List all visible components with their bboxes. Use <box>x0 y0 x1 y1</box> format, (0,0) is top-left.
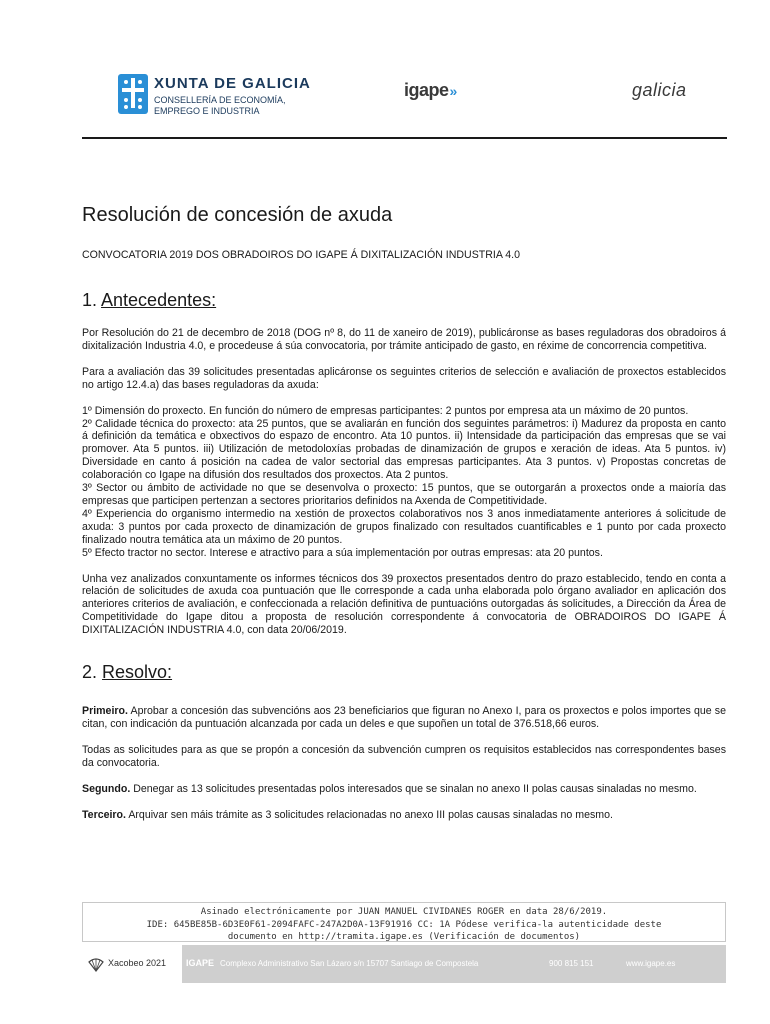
galicia-logo: galicia <box>632 80 687 100</box>
section-number: 2. <box>82 662 98 683</box>
criterion-item: 4º Experiencia do organismo intermedio na xestión de proxectos colaborativos nos 3 anos inmediatamente anteriores á solicitude de axuda: 3 puntos por cada proxecto de dinamización de grupos finalizado con resultados cuantificables e 1 punto por cada proxecto finalizado noutra temática ata un máximo de 20 puntos. <box>82 507 726 546</box>
footer-website-link[interactable]: www.igape.es <box>626 959 676 968</box>
xacobeo-text: Xacobeo 2021 <box>108 958 167 968</box>
section-number: 1. <box>82 290 98 310</box>
igape-logo-text: igape <box>404 80 449 100</box>
antecedentes-paragraph-2: Para a avaliación das 39 solicitudes presentadas aplicáronse os seguintes criterios de selección e avaliación de proxectos establecidos no artigo 12.4.a) das bases reguladoras da axuda: <box>82 365 726 391</box>
section-resolvo-heading <box>82 662 726 683</box>
header-divider <box>82 137 727 139</box>
igape-logo <box>404 80 457 101</box>
primeiro-text: Aprobar a concesión das subvencións aos 23 beneficiarios que figuran no Anexo I, para os proxectos e polos importes que se citan, con indicación da puntuación alcanzada por cada un deles e que supoñen un total de 376.518,66 euros. <box>82 705 726 730</box>
antecedentes-paragraph-3: Unha vez analizados conxuntamente os informes técnicos dos 39 proxectos presentados dentro do prazo establecido, tendo en conta a relación de solicitudes de axuda coa puntuación que lle corresponde a cada unha elaborada polo órgano avaliador en aplicación dos anteriores criterios de avaliación, e confeccionada a relación definitiva de puntuacións outorgadas ás solicitudes, a Dirección da Área de Competitividade do Igape ditou a proposta de resolución correspondente á convocatoria de OBRADOIROS DO IGAPE Á DIXITALIZACIÓN INDUSTRIA 4.0, con data 20/06/2019. <box>82 572 726 637</box>
segundo-text: Denegar as 13 solicitudes presentadas polos interesados que se sinalan no anexo II polas causas sinaladas no mesmo. <box>130 782 697 795</box>
signature-line-1: Asinado electrónicamente por JUAN MANUEL CIVIDANES ROGER en data 28/6/2019. <box>200 907 608 917</box>
resolvo-segundo <box>82 783 726 796</box>
footer-bar <box>82 945 726 983</box>
terceiro-text: Arquivar sen máis trámite as 3 solicitudes relacionadas no anexo III polas causas sinaladas no mesmo. <box>125 808 613 821</box>
criterion-item: 1º Dimensión do proxecto. En función do número de empresas participantes: 2 puntos por empresa ata un máximo de 20 puntos. <box>82 404 689 417</box>
xacobeo-badge <box>82 945 182 983</box>
xunta-shield-icon <box>118 74 148 114</box>
resolvo-todas: Todas as solicitudes para as que se propón a concesión da subvención cumpren os requisitos establecidos nas correspondentes bases da convocatoria. <box>82 743 726 769</box>
antecedentes-paragraph-1: Por Resolución do 21 de decembro de 2018 (DOG nº 8, do 11 de xaneiro de 2019), publicáronse as bases reguladoras dos obradoiros á dixitalización Industria 4.0, e procedeuse á súa convocatoria, por trámite anticipado de gasto, en réxime de concorrencia competitiva. <box>82 327 726 352</box>
document-header <box>0 0 770 140</box>
criterion-item: 5º Efecto tractor no sector. Interese e atractivo para a súa implementación por outras empresas: ata 20 puntos. <box>82 546 603 559</box>
document-title: Resolución de concesión de axuda <box>82 204 393 226</box>
section-heading-text: Antecedentes: <box>101 290 217 310</box>
criterion-item: 3º Sector ou ámbito de actividade no que se desenvolva o proxecto: 15 puntos, que se outorgarán a proxectos onde a maioría das empresas que participen pertenzan a sectores prioritarios definidos na Axenda de Competitividade. <box>82 482 726 507</box>
xunta-name: XUNTA DE GALICIA <box>154 75 311 92</box>
department-line-2: EMPREGO E INDUSTRIA <box>154 106 260 116</box>
convocatoria-line: CONVOCATORIA 2019 DOS OBRADOIROS DO IGAPE Á DIXITALIZACIÓN INDUSTRIA 4.0 <box>82 249 520 261</box>
footer-address: Complexo Administrativo San Lázaro s/n 15707 Santiago de Compostela <box>220 959 479 968</box>
igape-arrows-icon: » <box>449 83 457 99</box>
section-heading-text: Resolvo: <box>102 662 173 683</box>
signature-line-3: documento en http://tramita.igape.es (Verificación de documentos) <box>227 932 581 942</box>
resolvo-primeiro <box>82 705 726 731</box>
primeiro-label: Primeiro. <box>82 705 128 718</box>
section-antecedentes-heading <box>82 290 726 311</box>
xacobeo-shell-icon <box>88 956 104 972</box>
segundo-label: Segundo. <box>82 782 131 795</box>
electronic-signature-box <box>82 902 726 942</box>
criterion-item: 2º Calidade técnica do proxecto: ata 25 puntos, que se avaliarán en función dos seguintes parámetros: i) Madurez da proposta en canto á definición da temática e obxectivos do espazo de encontro. Ata 10 puntos. ii) Intensidade da participación das empresas que se vai promover. Ata 5 puntos. iii) Utilización de metodoloxías probadas de dinamización de grupos e xeración de ideas. Ata 5 puntos. iv) Diversidade en canto á posición na cadea de valor sectorial das empresas participantes. Ata 3 puntos. v) Propostas concretas de colaboración co Igape na difusión dos resultados dos proxectos. Ata 2 puntos. <box>82 417 726 482</box>
terceiro-label: Terceiro. <box>82 808 126 821</box>
signature-line-2: IDE: 645BE85B-6D3E0F61-2094FAFC-247A2D0A-13F91916 CC: 1A Pódese verifica-la autenticidade deste <box>146 919 662 930</box>
footer-phone: 900 815 151 <box>549 959 594 968</box>
department-name <box>154 95 286 117</box>
resolvo-terceiro <box>82 809 726 822</box>
criteria-list <box>82 405 726 560</box>
footer-igape-label: IGAPE <box>186 958 215 968</box>
department-line-1: CONSELLERÍA DE ECONOMÍA, <box>154 95 286 105</box>
document-body <box>82 204 726 834</box>
